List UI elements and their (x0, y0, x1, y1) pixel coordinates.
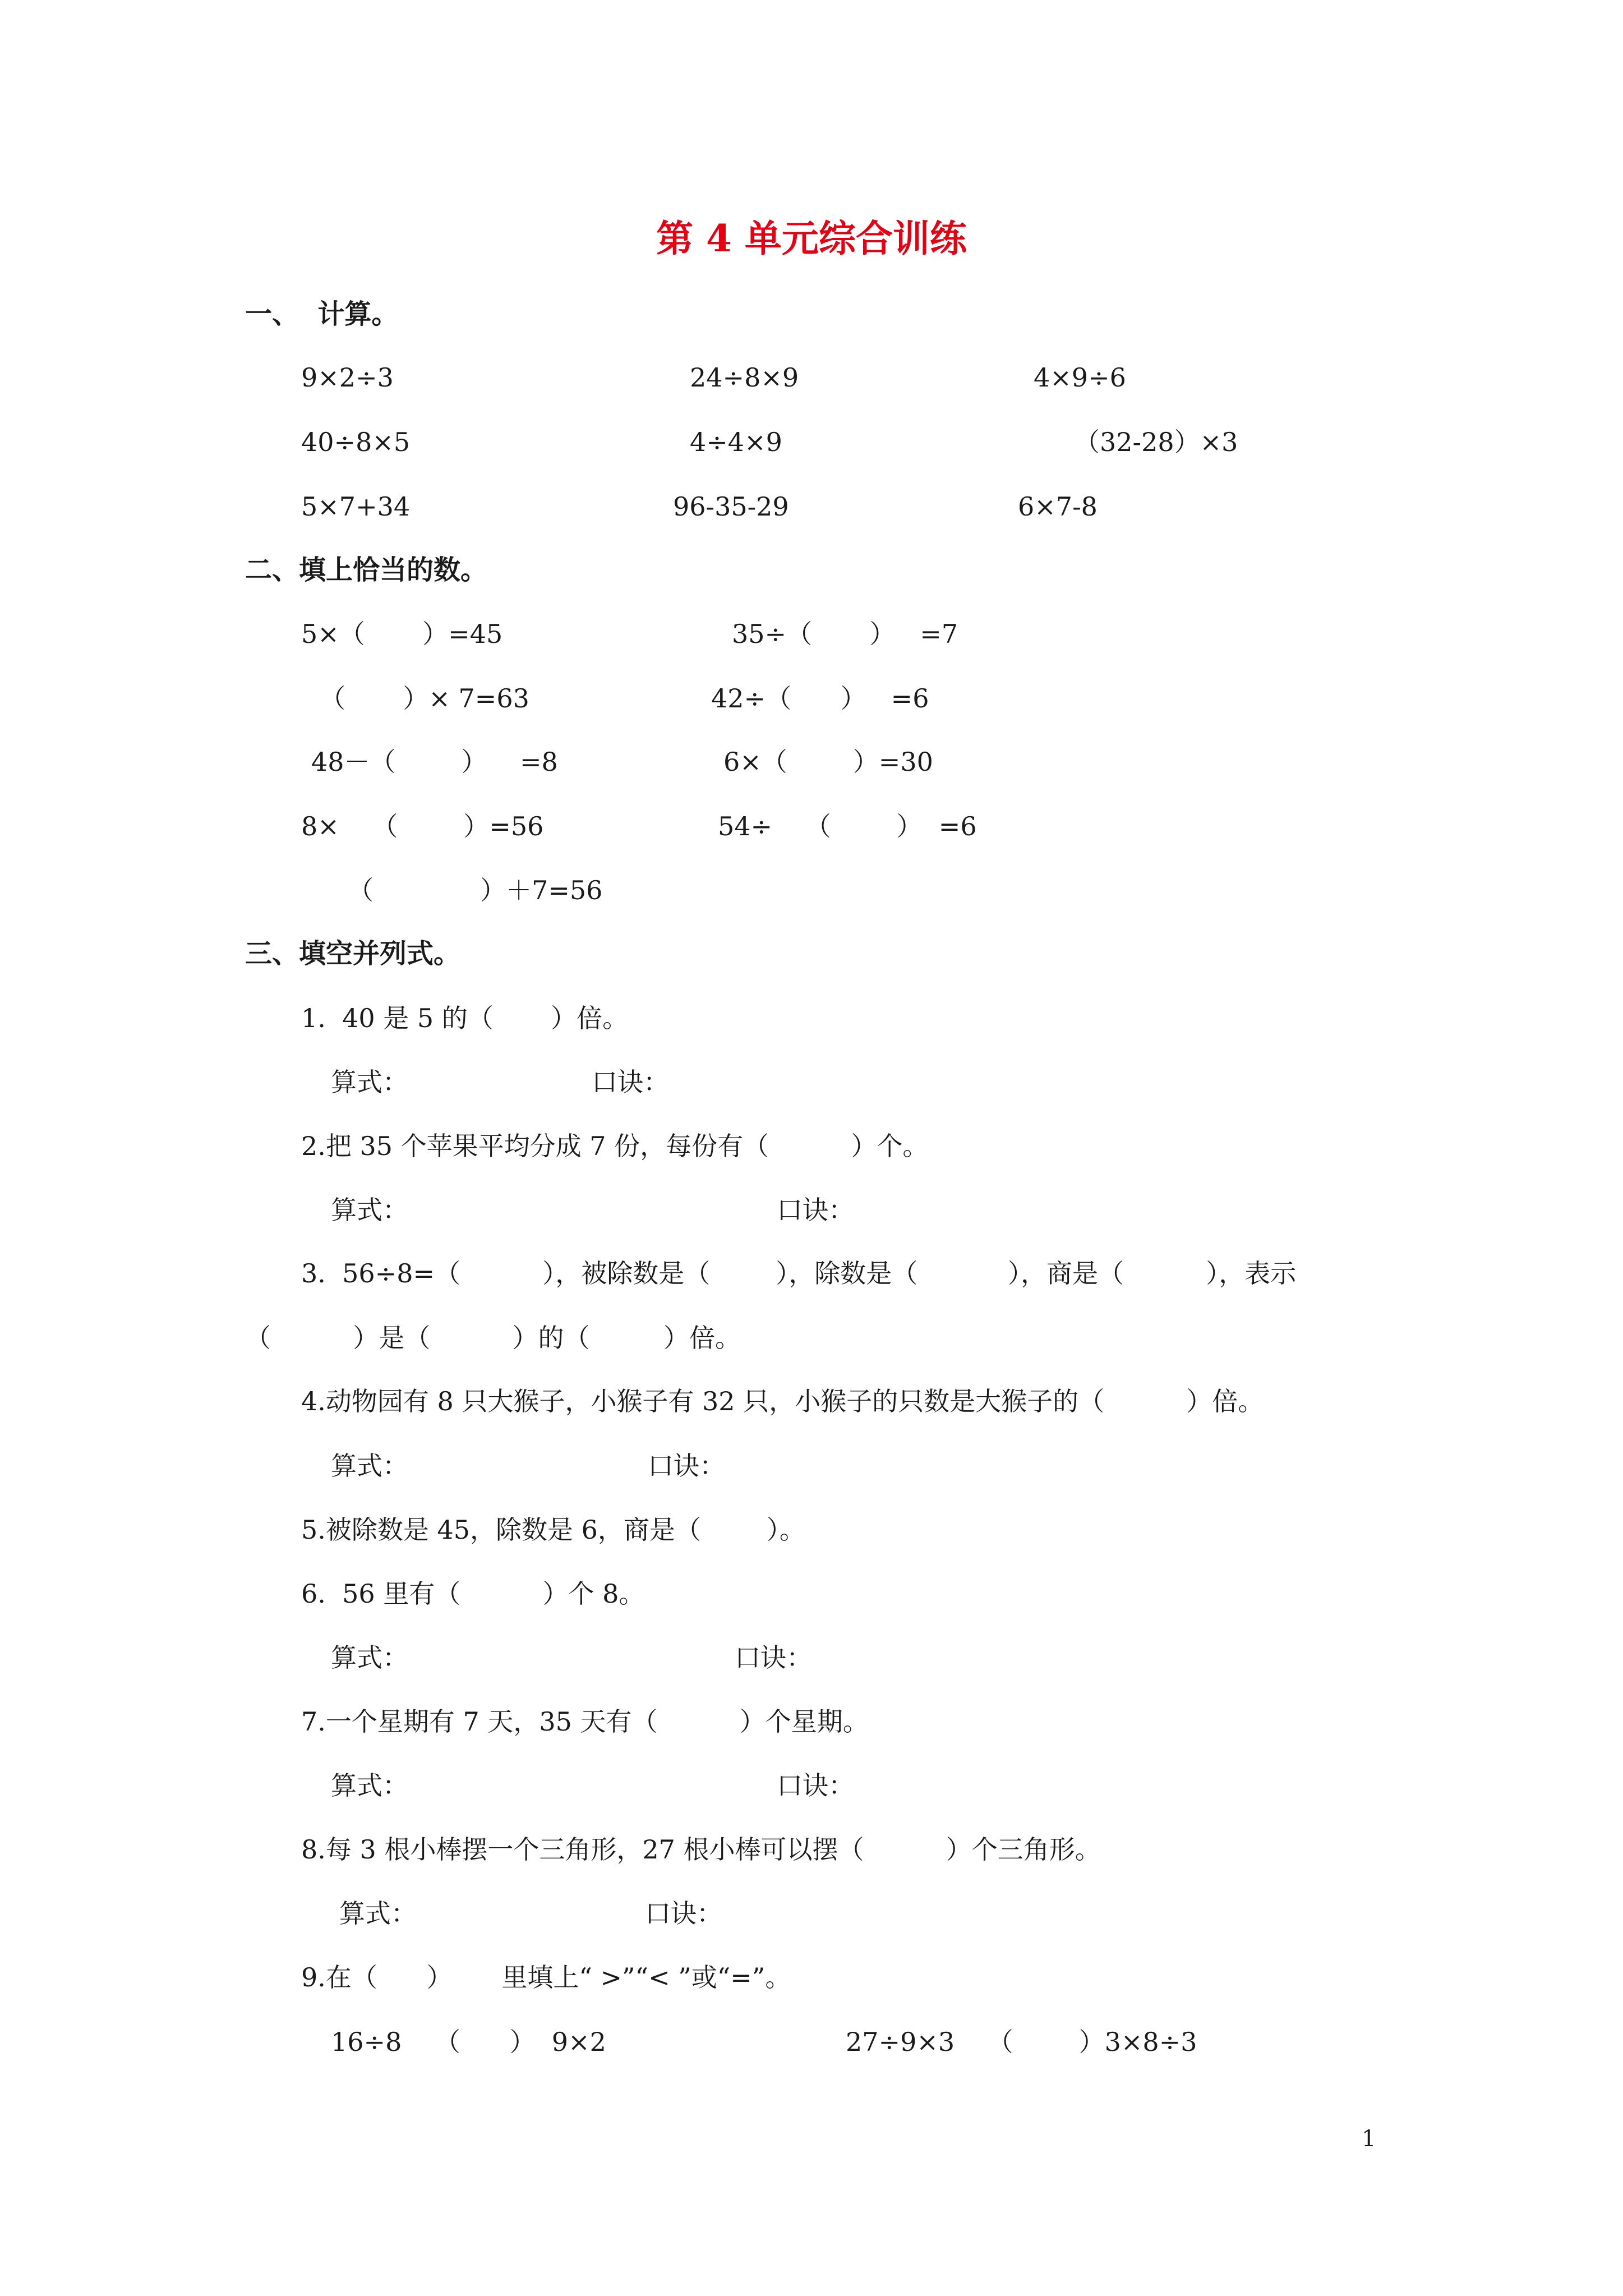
fill-4-2: 54÷ （ ） =6 (718, 811, 977, 841)
question-8: 8.每 3 根小棒摆一个三角形，27 根小棒可以摆（ ）个三角形。 (301, 1834, 1101, 1865)
section-2-heading: 二、填上恰当的数。 (245, 554, 488, 586)
fill-1-1: 5×（ ）=45 (301, 619, 503, 649)
page-title: 第 4 单元综合训练 (656, 217, 967, 260)
fill-2-1: （ ）× 7=63 (320, 683, 529, 714)
koujue-label-7: 口诀： (777, 1770, 854, 1801)
calc-2-1: 40÷8×5 (301, 427, 411, 457)
section-3-heading: 三、填空并列式。 (245, 938, 461, 969)
formula-label-8: 算式： (339, 1898, 417, 1929)
calc-3-3: 6×7-8 (1018, 491, 1098, 522)
question-3-line-2: （ ）是（ ）的（ ）倍。 (245, 1323, 741, 1353)
koujue-label-1: 口诀： (592, 1067, 669, 1097)
calc-3-1: 5×7+34 (301, 491, 411, 522)
koujue-label-2: 口诀： (777, 1195, 854, 1225)
calc-3-2: 96-35-29 (673, 491, 789, 522)
calc-1-3: 4×9÷6 (1034, 362, 1126, 393)
compare-2: 27÷9×3 （ ）3×8÷3 (846, 2027, 1197, 2057)
fill-4-1: 8× （ ）=56 (301, 811, 544, 841)
compare-1: 16÷8 （ ） 9×2 (331, 2027, 606, 2057)
fill-5: （ ）＋7=56 (348, 875, 603, 905)
koujue-label-8: 口诀： (645, 1898, 722, 1929)
fill-3-1: 48－（ ） =8 (311, 747, 558, 777)
question-6: 6. 56 里有（ ）个 8。 (301, 1579, 645, 1609)
formula-label-1: 算式： (331, 1067, 408, 1097)
koujue-label-4: 口诀： (648, 1451, 725, 1481)
koujue-label-6: 口诀： (735, 1642, 812, 1673)
question-4: 4.动物园有 8 只大猴子，小猴子有 32 只，小猴子的只数是大猴子的（ ）倍。 (301, 1386, 1264, 1416)
question-5: 5.被除数是 45，除数是 6，商是（ ）。 (301, 1515, 805, 1545)
question-7: 7.一个星期有 7 天，35 天有（ ）个星期。 (301, 1706, 869, 1737)
question-1: 1. 40 是 5 的（ ）倍。 (301, 1003, 629, 1033)
question-3-line-1: 3. 56÷8=（ ），被除数是（ ），除数是（ ），商是（ ），表示 (301, 1258, 1297, 1289)
calc-1-2: 24÷8×9 (690, 362, 799, 393)
formula-label-6: 算式： (331, 1642, 408, 1673)
fill-3-2: 6×（ ）=30 (723, 747, 933, 777)
fill-1-2: 35÷（ ） =7 (732, 619, 958, 649)
formula-label-4: 算式： (331, 1451, 408, 1481)
question-2: 2.把 35 个苹果平均分成 7 份，每份有（ ）个。 (301, 1131, 929, 1161)
calc-2-3: （32-28）×3 (1074, 427, 1238, 457)
formula-label-7: 算式： (331, 1770, 408, 1801)
fill-2-2: 42÷（ ） =6 (711, 683, 929, 714)
question-9: 9.在（ ） 里填上“ >”“< ”或“=”。 (301, 1962, 791, 1993)
formula-label-2: 算式： (331, 1195, 408, 1225)
section-1-heading: 一、 计算。 (245, 298, 399, 330)
page-number: 1 (1362, 2126, 1376, 2152)
calc-2-2: 4÷4×9 (690, 427, 782, 457)
calc-1-1: 9×2÷3 (301, 362, 394, 393)
